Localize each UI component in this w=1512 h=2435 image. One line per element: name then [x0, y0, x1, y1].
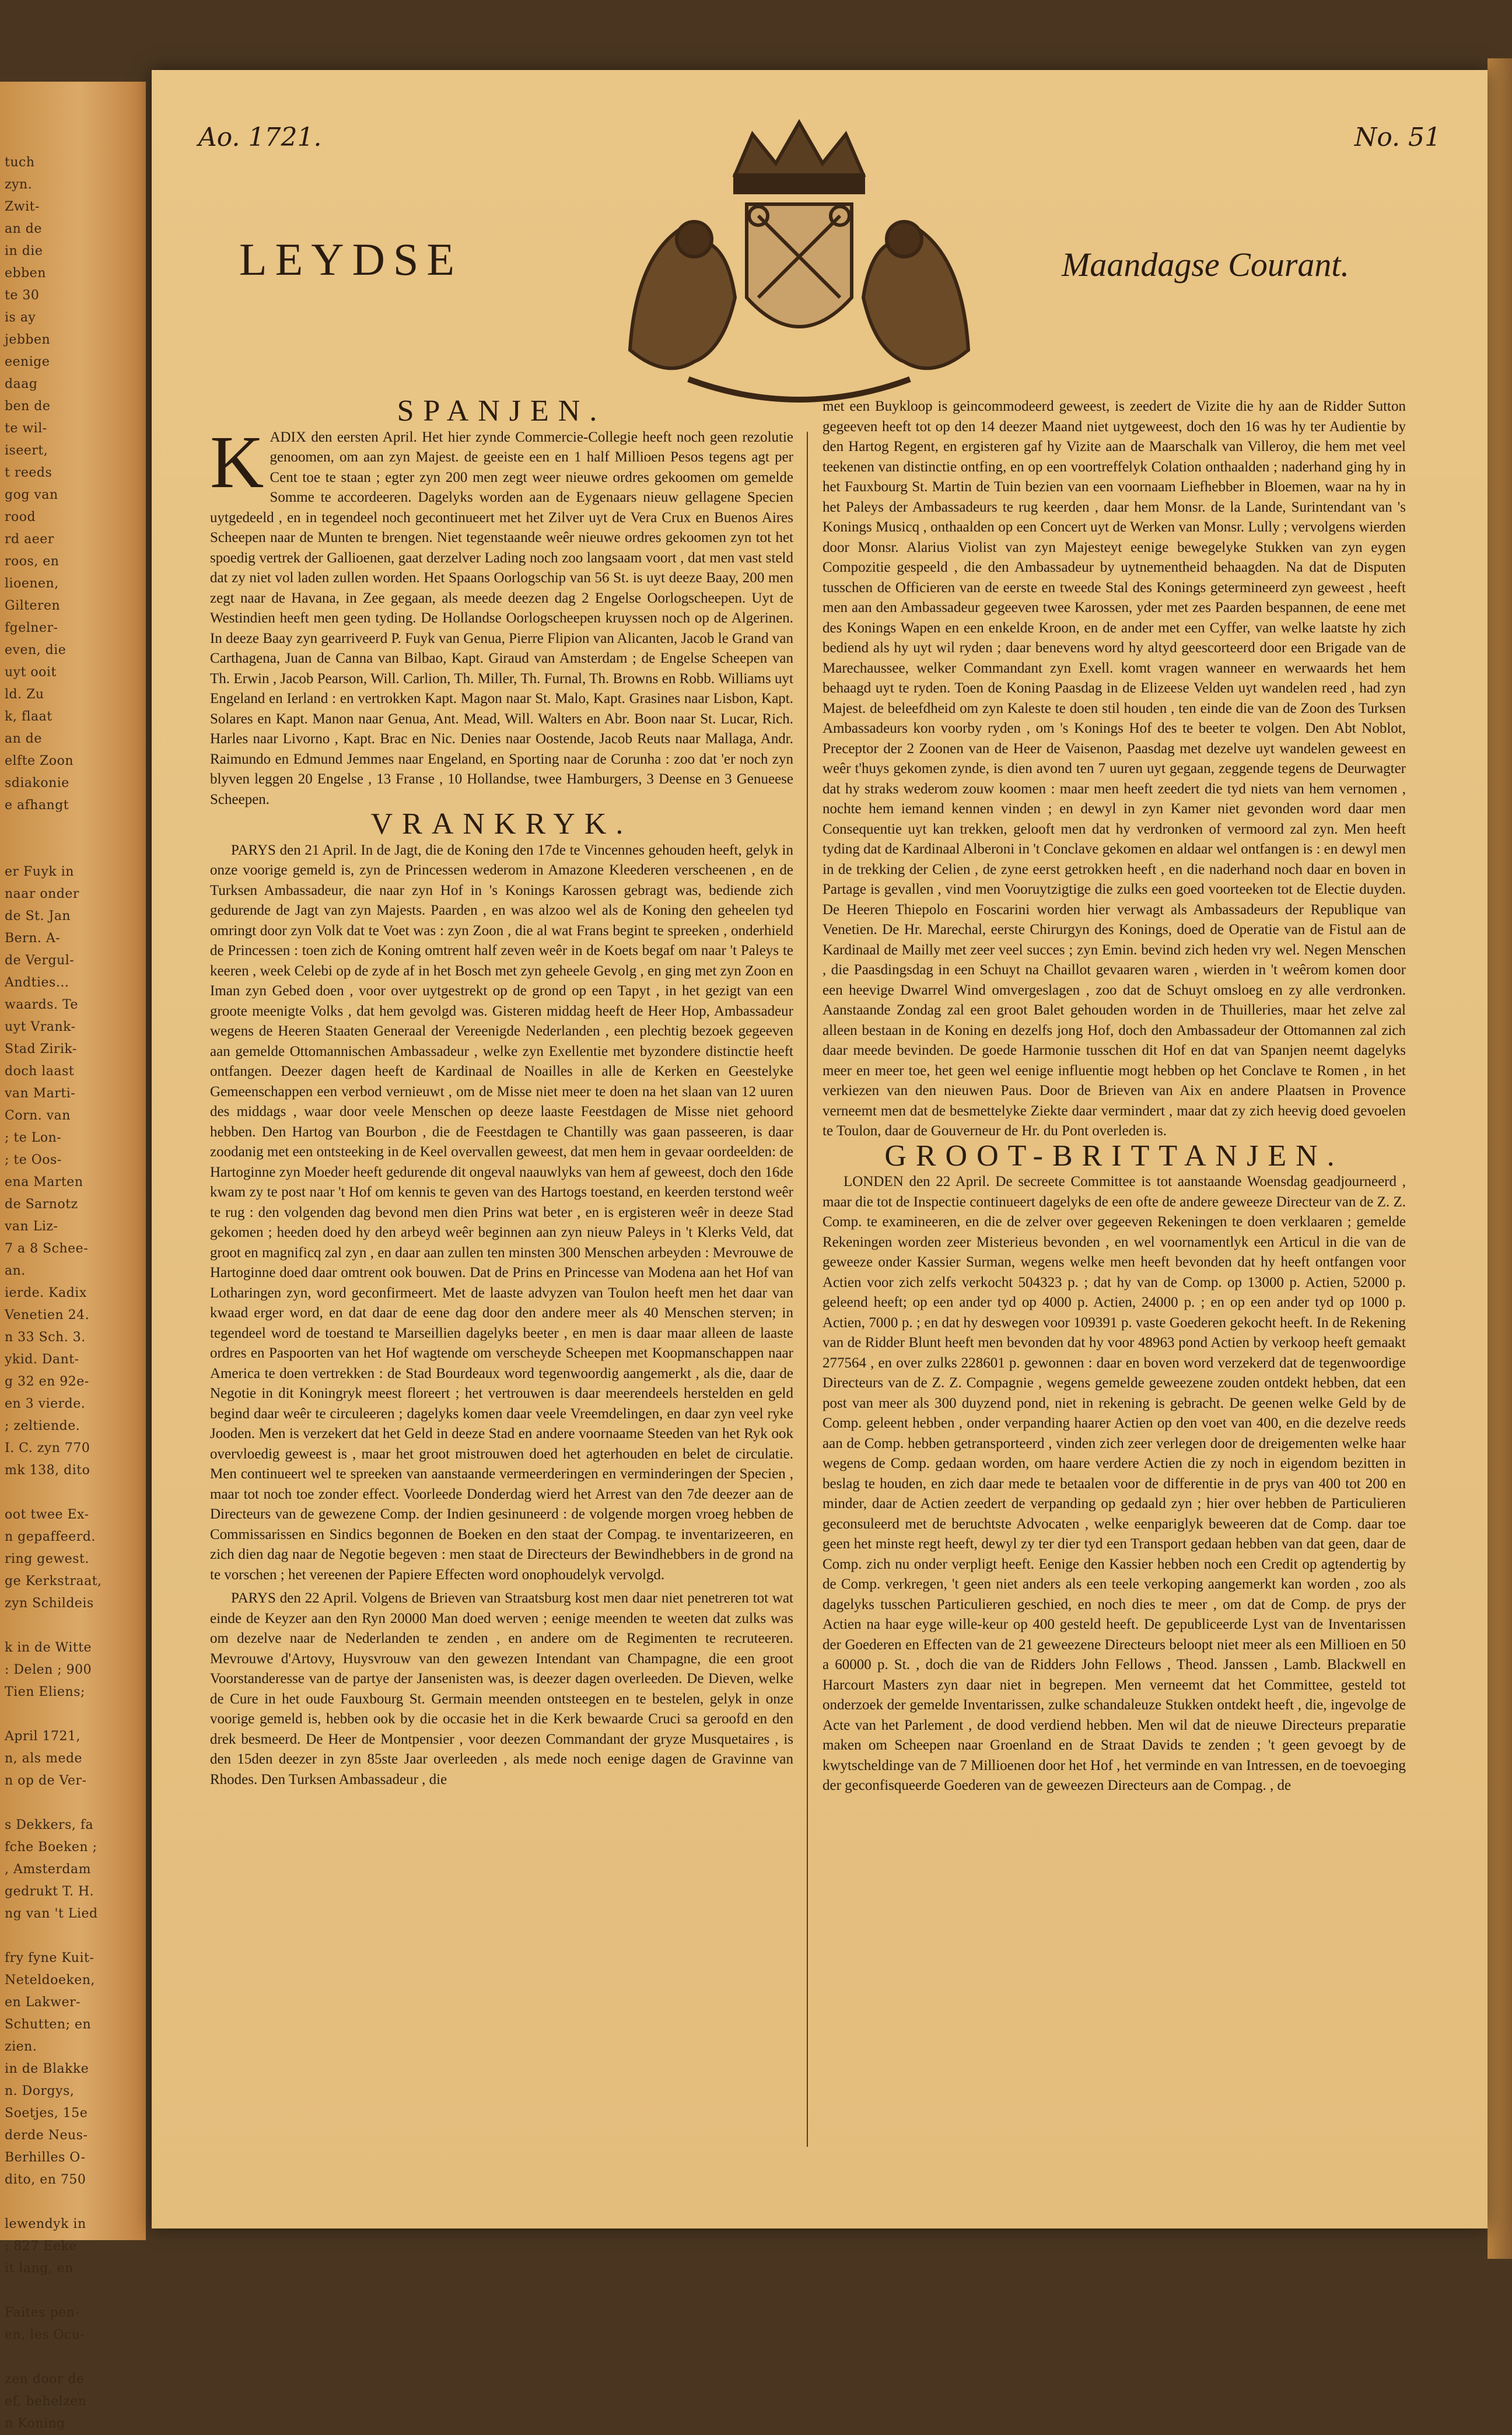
- heading-spanjen: SPANJEN.: [397, 394, 607, 428]
- article-groot-brittanjen: LONDEN den 22 April. De secreete Committee is tot aanstaande Woensdag geadjourneerd , maar die tot de Inspectie continueert dagelyks de een ofte de andere geweeze Directeur van de Z. Z. Comp. te examineeren, en die de zelver over gegeeven Rekeningen te doen verklaaren ; gemelde Rekeningen worden zeer Misterieus bevonden , en wel voornamentlyk een Articul in die van de geweeze onder Kassier Surman, wegens welke men heeft bevonden dat hy heeft ontfangen voor Actien voor zich zelfs verkocht 504323 p. ; dat hy van de Comp. op 13000 p. Actien, 52000 p. geleend heeft; op een ander tyd op 4000 p. Actien, 24000 p. ; en op een ander tyd op 1000 p. Actien, 7000 p. ; en dat hy deswegen voor 109391 p. vaste Goederen gekocht heeft. In de Rekening van de Ridder Blunt heeft men bevonden dat hy voor 48963 pond Actien by verkoop heeft gemaakt 277564 , en over zulks 228601 p. gewonnen : daar en boven word verzekerd dat de tegenwoordige Directeurs van de Z. Z. Compagnie , wegens gemelde geweezene zouden ontdekt hebben, dat een post van meer als 300 duyzend pond, niet in rekening is gebracht. De geenen welke Geld by de Comp. geleent hebben , onder verpanding haarer Actien op den voet van 400, en die dezelve reeds aan de Comp. hebben getransporteerd , vinden zich zeer verlegen door de dreigementen welke haar wegens de Comp. gedaan worden, om haare verdere Actien die zy noch in eigendom bezitten in beslag te houden, en zich daar mede te betaalen voor de differentie in de prys van 400 tot 200 en minder, daar de Actien zeedert de verpanding op gedaald zyn ; hier over hebben de Particulieren geconsuleerd met de beruchtste Advocaten , welke eenpariglyk beweeren dat de Comp. daar toe geen het minste regt heeft, dewyl zy ter dier tyd een Transport gedaan hebben van dat geen, daar de Comp. zich nu onder verpligt heeft. Eenige den Kassier hebben noch een Credit op agtendertig by de Comp. verkregen, 't geen niet anders als een teele verkoping aangemerkt kan worden , zoo als dagelyks tusschen Particulieren geschied, en noch dies te meer , om dat de Comp. de prys der Actien na haar eyge wille-keur op 400 gesteld heeft. De gepubliceerde Lyst van de Inventarissen der Goederen en Effecten van de 21 geweezene Directeurs beloopt niet meer als een Millioen en 50 a 60000 p. St. , doch die van de Ridders John Fellows , Theod. Janssen , Lamb. Blackwell en Harcourt Masters zyn daar niet in begrepen. Men verneemt dat het Committee, gesteld tot onderzoek der gemelde Inventarissen, zulke schandaleuze Stukken ontdekt heeft , die, ingevolge de Acte van het Parlement , de dood verdiend hebben. Men wil dat de nieuwe Directeurs preparatie maken om Scheepen naar Groenland en de Straat Davids te zenden ; 't geen gevoegt by de kwytscheldinge van de 7 Millioenen door het Hof , het verminde en van Intressen, en de toevoeging der geconfisqueerde Goederen van de geweezen Directeurs aan de Compag. , de: [822, 1174, 1406, 1793]
- masthead-title-left: LEYDSE: [239, 234, 463, 285]
- previous-page-text: tuch zyn. Zwit- an de in die ebben te 30 is ay jebben eenige daag ben de te wil- iseert, t reeds gog van rood rd aeer roos, en lioenen, Gilteren fgelner- even, die uyt ooit ld. Zu k, flaat an de elfte Zoon sdiakonie e afhangt er Fuyk in naar onder de St. Jan Bern. A- de Vergul- Andties... waards. Te uyt Vrank- Stad Zirik- doch laast van Marti- Corn. van ; te Lon- ; te Oos- ena Marten de Sarnotz van Liz- 7 a 8 Schee- an. ierde. Kadix Venetien 24. n 33 Sch. 3. ykid. Dant- g 32 en 92e- en 3 vierde. ; zeltiende. I. C. zyn 770 mk 138, dito oot twee Ex- n gepaffeerd. ring gewest. ge Kerkstraat, zyn Schildeis k in de Witte : Delen ; 900 Tien Eliens; April 1721, n, als mede n op de Ver- s Dekkers, fa fche Boeken ; , Amsterdam gedrukt T. H. ng van 't Lied fry fyne Kuit- Neteldoeken, en Lakwer- Schutten; en zien. in de Blakke n. Dorgys, Soetjes, 15e derde Neus- Berhilles O- dito, en 750 lewendyk in ; 827 Eeke it lang, en Faites pen- en, les Ocu- zen door de ef, behelzen n Koning: [5, 155, 102, 2431]
- newspaper-page: [152, 70, 1488, 2228]
- article-vrankryk-1: PARYS den 21 April. In de Jagt, die de Koning den 17de te Vincennes gehouden heeft, gelyk in onze voorige gemeld is, zyn de Princessen wederom in Amazone Kleederen verscheenen , en de Turksen Ambassadeur, die naar zyn Hof in 's Konings Karossen gebragt was, bediende zich gedurende de Jagt van zyn Majests. Paarden , en was alzoo wel als de Koning den geheelen tyd omringt door zyn Volk dat te Voet was : zyn Zoon , die al wat Frans begint te spreeken , onderhield de Princessen : toen zich de Koning omtrent half zeven weêr in de Koets begaf om naar 't Paleys te keeren , week Celebi op de zyde af in het Bosch met zyn geheele Gevolg , en ging met zyn Zoon en Iman zyn Gebed doen , voor over uytgestrekt op de grond op een Tapyt , in het gezigt van een groote meenigte Volks , dat hem gevolgd was. Gisteren middag heeft de Heer Hop, Ambassadeur wegens de Heeren Staaten Generaal der Vereenigde Nederlanden , een plechtig bezoek gegeeven aan gemelde Ottomannischen Ambassadeur , welke zyn Exellentie met byzondere distinctie heeft ontfangen. Deezer dagen heeft de Kardinaal de Noailles in alle de Kerken en Geestelyke Gemeenschappen een verbod vernieuwt , om de Misse niet meer te doen na het slaan van 12 uuren des middags , waar door veele Menschen op deeze laaste Feestdagen de Misse niet gehoord hebben. Den Hartog van Bourbon , die de Feestdagen te Chantilly was gaan passeeren, is daar zoodanig met een ontsteeking in de Keel overvallen geweest, dat men hem in gevaar oordeelden: de Hartoginne zyn Moeder heeft gedurende dit ongeval naauwlyks van hem af geweest, doch den 16de kwam zy te post naar 't Hof om kennis te geven van des Hartogs toestand, en keerden terstond weêr te rug : den volgenden dag bevond men dien Prins wat beter , en is ergisteren weêr in deeze Stad gekomen ; heeden doed hy den arbeyd weêr beginnen aan zyn nieuw Paleys in 't Klerks Veld, dat groot en magnificq zal zyn , en daar aan zullen ten minsten 300 Menschen arbeyden : Mevrouwe de Hartoginne doed daar omtrent ook bouwen. Dat de Prins en Princesse van Modena aan het Hof van Lotharingen zyn, word geconfirmeert. Met de laaste advyzen van Toulon heeft men het daar van kwaad erger word, en dat daar de eene dag door den andere meer als 40 Menschen sterven; in tegendeel word de toestand te Marseillien dagelyks beeter , en men is daar maar alleen de laaste ordres en Paspoorten van het Hof wagtende om verscheyde Scheepen met Koopmanschappen naar America te doen vertrekken : de Stad Bourdeaux word tegenwoordig aangemerkt , als die, daar de Negotie in dit Koningryk meest floreert ; het vertrouwen is daar meerendeels herstelden en geld begind daar weêr te circuleeren ; dagelyks komen daar veele Vreemdelingen, en daar zyn veel ryke Jooden. Men is verzekert dat het Geld in deeze Stad en andere voornaame Steeden van het Ryk ook overvloedig geweest is , maar het groot mistrouwen doed het agterhouden en belet de circulatie. Men continueert wel te spreeken van aanstaande vermeerderingen en verminderingen der Specien , maar tot noch toe zonder effect. Voorleede Donderdag wierd het Arrest van den 7de deezer aan de Directeurs van de gewezene Comp. der Indien gesinuneerd : de volgende morgen vroeg hebben de Commissarissen en Sindics begonnen de Boeken en den staat der Compag. te inventarizeeren, en zich dien dag naar de Negotie begeven : men staat de Directeurs der Bewindhebbers in de grond na te vorschen ; het vereenen der Papiere Effecten word onophoudelyk vervolgd.: [210, 842, 793, 1583]
- article-spanjen: [210, 420, 793, 810]
- right-column: [822, 397, 1406, 1800]
- article-vrankryk-continued: met een Buykloop is geincommodeerd geweest, is zeedert de Vizite die hy aan de Ridder Sutton gegeeven heeft tot op den 14 deezer Maand niet uytgeweest, doch den 16 was hy ter Audientie by den Hartog Regent, en ergisteren gaf hy Vizite aan de Maarschalk van Villeroy, die hem met veel teekenen van distinctie ontfing, en op een voortreffelyk Colation onthaalden ; naderhand ging hy in het Fauxbourg St. Martin de Tuin bezien van een voornaam Liefhebber in Bloemen, waar na hy in het Paleys der Ambassadeurs te rug keerden , daar hem Monsr. de la Lande, Surintendant van 's Konings Musicq , onthaalden op een Concert uyt de Werken van Monsr. Lully ; vervolgens wierden door Monsr. Alarius Violist van zyn Majesteyt eenige bewegelyke Stukken van zyn eygen Compozitie gespeeld , die den Ambassadeur by uytnementheid behaagden. Na dat de Disputen tusschen de Officieren van de eerste en tweede Stal des Konings getermineerd zyn geweest , heeft men aan den Ambassadeur gegeeven twee Karossen, yder met zes Paarden bespannen, de eene met des Konings Wapen en een enkelde Kroon, en de ander met een Cyffer, van welke laatste hy zich bediend als hy uyt wil ryden ; daar benevens word hy altyd geescorteerd door een Brigade van de Marechaussee, welker Commandant zyn Exell. komt vragen wanneer en werwaards het hem behaagd uyt te ryden. Toen de Koning Paasdag in de Elizeese Velden uyt wandelen reed , had zyn Majest. de beleefdheid om zyn Kaleste te doen stil houden , ten einde die van de Zoon des Turksen Ambassadeurs kon voorby ryden , om 's Konings Hof des te beeter te volgen. Den Abt Noblot, Preceptor der 2 Zoonen van de Heer de Vaisenon, Paasdag met dezelve uyt wandelen geweest en weêr t'huys gekomen zynde, is dien avond ten 7 uuren uyt gegaan, zeggende tegens de Deurwagter dat hy straks wederom zouw koomen : maar men heeft zeedert die tyd niets van hem vernomen , nochte hem iemand kennen vinden ; en dewyl in zyn Kamer niet gevonden word daar men Consequentie uyt kan trekken, gelooft men dat hy verdronken of vermoord zal zyn. Men heeft tyding dat de Kardinaal Alberoni in 't Conclave gekomen en aldaar wel ontfangen is : en dewyl men in de trekking der Celien , de zyne eerst getrokken heeft , en die naderhand noch daar en boven in Partage is gevallen , vind men Vooruytzigtige die zulks een goed voorteeken tot de Electie duyden. De Heeren Thiepolo en Foscarini worden hier verwagt als Ambassadeurs der Republique van Venetien. De Hr. Marechal, eerste Chirurgyn des Konings, doed de Operatie van de Fistul aan de Kardinaal de Mailly met zeer veel succes ; zyn Emin. bevind zich heden vry wel. Negen Menschen , die Paasdingsdag in een Schuyt na Chaillot gevaaren waren , wierden in 't weêrom komen door een heevige Dwarrel Wind omvergeslagen , zoo dat de Schuyt omsloeg en zy alle verdronken. Aanstaande Zondag zal een groot Balet gehouden worden in de Thuilleries, maar het zelve zal alleen bestaan in de Koning en dezelfs jong Hof, doch den Ambassadeur der Ottomannen zal zich daar meede bevinden. De goede Harmonie tusschen dit Hof en dat van Spanjen neemt dagelyks meer en meer toe, het geen wel eenige influentie mogt hebben op het Conclave te Romen , in het verkiezen van den nieuwen Paus. Door de Brieven van Aix en andere Plaatsen in Provence verneemt men dat de besmettelyke Ziekte daar vermindert , maar dat zy zich heevig doed gevoelen te Toulon, daar de Gouverneur de Hr. du Pont overleden is.: [822, 398, 1406, 1139]
- article-vrankryk-2: PARYS den 22 April. Volgens de Brieven van Straatsburg kost men daar niet penetreren tot wat einde de Keyzer aan den Ryn 20000 Man doed werven ; eenige meenden te weeten dat zulks was om dezelve naar de Nederlanden te zenden , en andere om de Regimenten te recruteeren. Mevrouwe d'Artovy, Huysvrouw van den gewezen Intendant van Champagne, die een groot Voorstanderesse van de partye der Jansenisten was, is deezer dagen overleeden. De Dieven, welke de Cure in het oude Fauxbourg St. Germain meenden ontsteegen en te bestelen, gelyk in onze voorige gemeld is, hebben ook by die occasie het in die Kerk bewaarde Cruci sa geroofd en den drek besmeerd. De Heer de Montpensier , voor deezen Commandant der gryze Musquetaires , is den 15den deezer in zyn 85ste Jaar overleeden , als mede noch eenige dagen de Gravinne van Rhodes. Den Turksen Ambassadeur , die: [210, 1590, 793, 1787]
- article-spanjen-text: ADIX den eersten April. Het hier zynde Commercie-Collegie heeft noch geen rezolutie genoomen, om aan zyn Majest. de geeiste een en 1 half Millioen Pesos tegens agt per Cent toe te staan ; egter zyn 200 men zegt weer nieuwe ordres gekoomen om gemelde Somme te accordeeren. Dagelyks worden aan de Eygenaars nieuw gellagene Specien uytgedeeld , en in tegendeel noch gecontinueert met het Zilver uyt de Vera Crux en Buenos Aires Scheepen naar de Munten te brengen. Niet tegenstaande weêr nieuwe ordres gekoomen zyn tot het spoedig vertrek der Gallioenen, gaat derzelver Lading noch zoo langsaam voort , dat men vast steld dat zy niet vol laden zullen worden. Het Spaans Oorlogschip van 56 St. is uyt deeze Baay, 200 men zegt naar de Havana, in Zee gegaan, als meede deezen dag 2 Engelse Oorlogscheepen. Uyt de Westindien heeft men geen tyding. De Hollandse Oorlogscheepen kruyssen noch op de Algerinen. In deeze Baay zyn gearriveerd P. Fuyk van Genua, Pierre Flipion van Alicanten, Jacob le Grand van Carthagena, Juan de Canna van Bilbao, Kapt. Giraud van Amsterdam ; de Engelse Scheepen van Th. Erwin , Jacob Pearson, Will. Carlion, Th. Miller, Th. Furnal, Th. Browns en Robb. Williams uyt Engeland en Ierland : en vertrokken Kapt. Magon naar St. Malo, Kapt. Grasines naar Lisbon, Kapt. Solares en Kapt. Manon naar Genua, Ant. Mead, Will. Walters en Abr. Boon naar St. Lucar, Rich. Harles naar Livorno , Kapt. Brac en Nic. Denies naar Oostende, Jacob Reuts naar Mallaga, Andr. Raimundo en Edmund Jemmes naar Engeland, en Sporting naar de Corunha : zoo dat 'er noch zyn blyven leggen 20 Engelse , 13 Franse , 10 Hollandse, twee Hamburgers, 3 Deense en 3 Genueese Scheepen.: [210, 429, 793, 807]
- heading-vrankryk: VRANKRYK.: [370, 807, 633, 841]
- issue-number: No. 51: [1354, 123, 1441, 152]
- dropcap-letter: K: [210, 420, 264, 503]
- issue-year: Ao. 1721.: [198, 123, 322, 152]
- book-edge: [1488, 58, 1512, 2259]
- column-divider: [807, 432, 808, 2147]
- coat-of-arms-crest-icon: [560, 105, 1038, 432]
- heading-groot-brittanjen: GROOT-BRITTANJEN.: [884, 1139, 1344, 1173]
- masthead-title-right: Maandagse Courant.: [1062, 246, 1349, 284]
- previous-page-fragment: [0, 82, 146, 2431]
- left-column: [210, 394, 793, 1793]
